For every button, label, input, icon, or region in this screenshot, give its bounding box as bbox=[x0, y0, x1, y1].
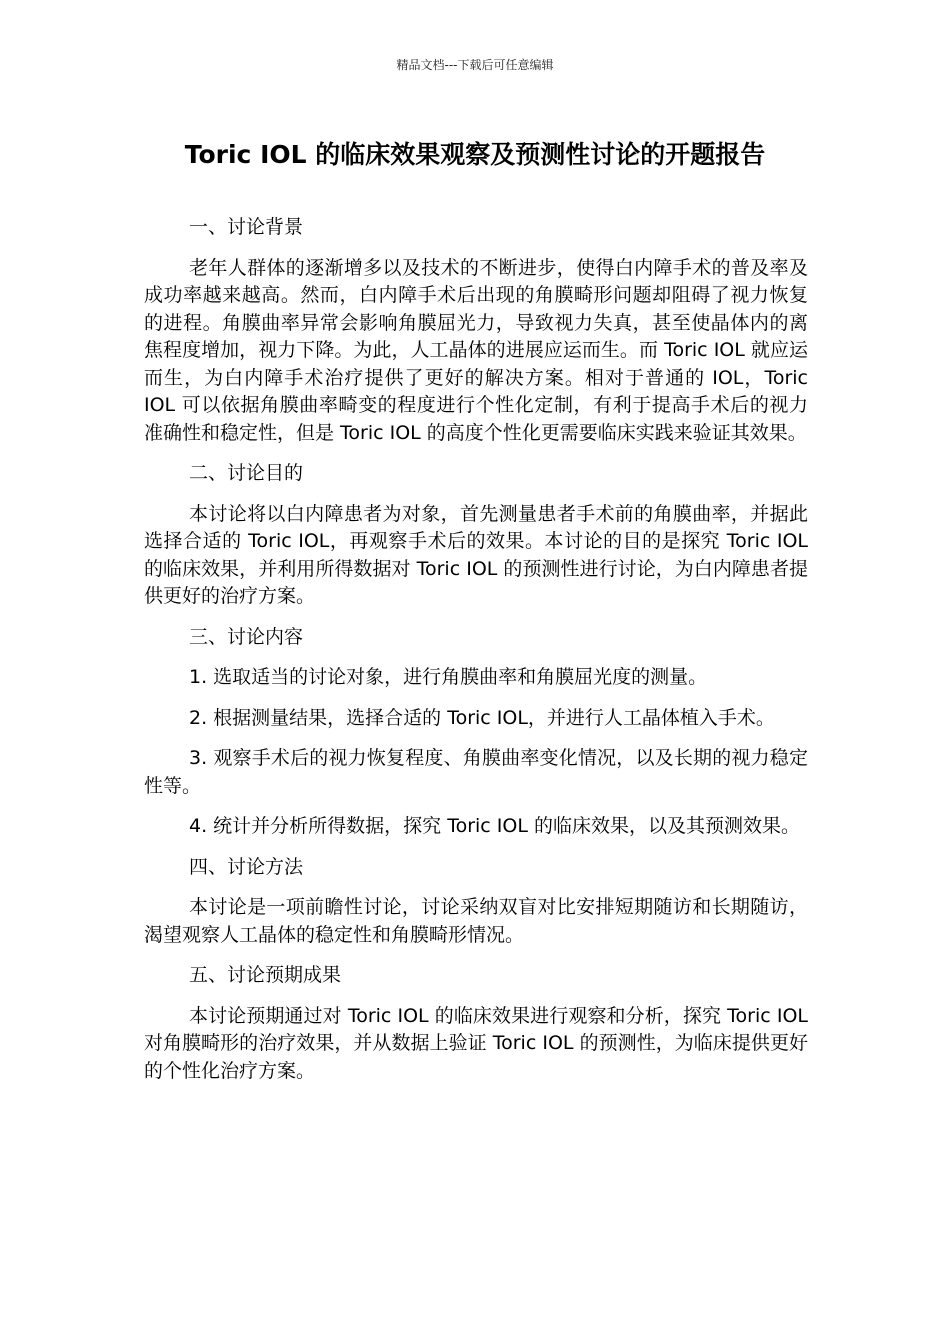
document-title: Toric IOL 的临床效果观察及预测性讨论的开题报告 bbox=[184, 140, 766, 169]
expected-results-paragraph: 本讨论预期通过对 Toric IOL 的临床效果进行观察和分析，探究 Toric IOL 对角膜畸形的治疗效果，并从数据上验证 Toric IOL 的预测性，为临床提供更好的个性化治疗方案。 bbox=[144, 1004, 808, 1082]
background-paragraph: 老年人群体的逐渐增多以及技术的不断进步，使得白内障手术的普及率及成功率越来越高。然而，白内障手术后出现的角膜畸形问题却阻碍了视力恢复的进程。角膜曲率异常会影响角膜屈光力，导致视力失真，甚至使晶体内的离焦程度增加，视力下降。为此，人工晶体的进展应运而生。而 Toric IOL 就应运而生，为白内障手术治疗提供了更好的解决方案。相对于普通的 IOL，Toric IOL 可以依据角膜曲率畸变的程度进行个性化定制，有利于提高手术后的视力准确性和稳定性，但是 Toric IOL 的高度个性化更需要临床实践来验证其效果。 bbox=[144, 256, 808, 444]
content-item-3: 3. 观察手术后的视力恢复程度、角膜曲率变化情况，以及长期的视力稳定性等。 bbox=[144, 747, 808, 797]
section-heading-content: 三、讨论内容 bbox=[189, 625, 304, 648]
section-heading-expected-results: 五、讨论预期成果 bbox=[189, 964, 342, 986]
document-body bbox=[144, 214, 808, 1098]
section-heading-background: 一、讨论背景 bbox=[189, 216, 304, 238]
content-item-2: 2. 根据测量结果，选择合适的 Toric IOL，并进行人工晶体植入手术。 bbox=[189, 706, 775, 729]
content-item-4: 4. 统计并分析所得数据，探究 Toric IOL 的临床效果，以及其预测效果。 bbox=[189, 815, 800, 837]
page-header-watermark: 精品文档---下载后可任意编辑 bbox=[396, 58, 554, 72]
section-heading-purpose: 二、讨论目的 bbox=[189, 462, 304, 484]
purpose-paragraph: 本讨论将以白内障患者为对象，首先测量患者手术前的角膜曲率，并据此选择合适的 Toric IOL，再观察手术后的效果。本讨论的目的是探究 Toric IOL 的临床效果，并利用所得数据对 Toric IOL 的预测性进行讨论，为白内障患者提供更好的治疗方案。 bbox=[144, 502, 808, 607]
content-item-1: 1. 选取适当的讨论对象，进行角膜曲率和角膜屈光度的测量。 bbox=[189, 666, 708, 688]
method-paragraph: 本讨论是一项前瞻性讨论，讨论采纳双盲对比安排短期随访和长期随访，渴望观察人工晶体的稳定性和角膜畸形情况。 bbox=[144, 896, 808, 946]
section-heading-method: 四、讨论方法 bbox=[189, 855, 304, 878]
